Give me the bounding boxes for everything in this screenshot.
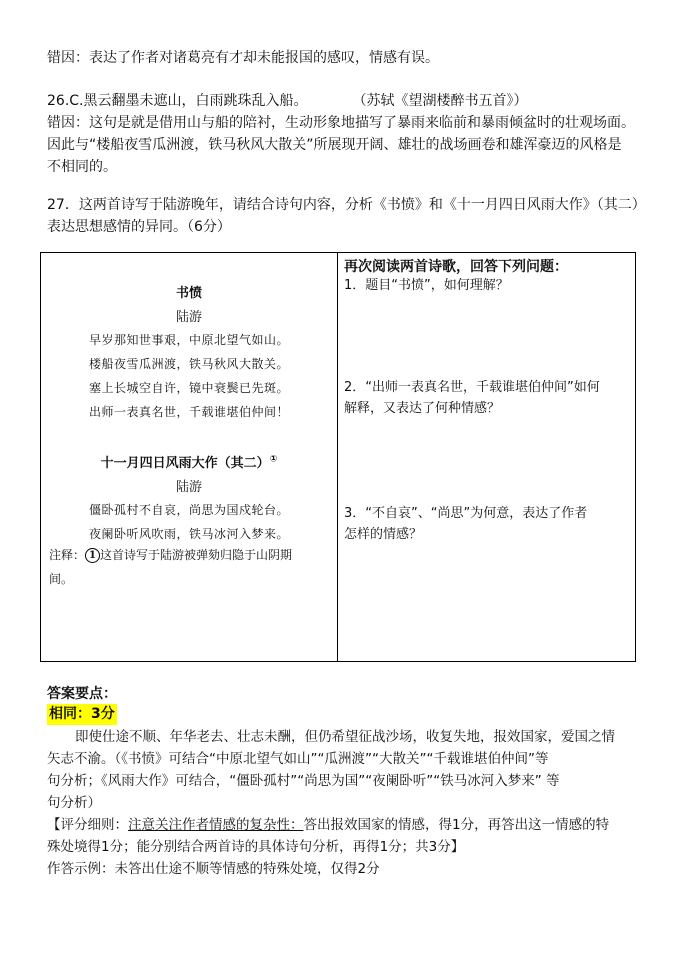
- rubric-text: 答出报效国家的情感，得1分，再答出这一情感的特: [303, 817, 610, 833]
- question-3-line-2: 怎样的情感？: [344, 527, 423, 542]
- q26-reason-line-2: 因此与“楼船夜雪瓜洲渡，铁马秋风大散关”所展现开阔、雄壮的战场画卷和雄浑豪迈的风格是: [47, 137, 622, 153]
- rubric-line-1: [47, 814, 647, 837]
- q26-reason-line-3: 不相同的。: [47, 159, 117, 175]
- question-1: 1．题目“书愤”，如何理解？: [344, 278, 509, 293]
- answer-example: 作答示例：未答出仕途不顺等情感的特殊处境，仅得2分: [47, 861, 380, 877]
- poem1-line-4: 出师一表真名世，千载谁堪伯仲间！: [88, 405, 289, 419]
- note-label: 注释：: [49, 548, 86, 562]
- poem1-line-3: 塞上长城空自许，镜中衰鬓已先斑。: [88, 381, 289, 395]
- question-2-line-1: 2．“出师一表真名世，千载谁堪伯仲间”如何: [344, 380, 600, 395]
- poem1-title: 书愤: [175, 286, 202, 301]
- answer-heading: 答案要点：: [47, 686, 117, 702]
- q26-verse: 26.C.黑云翻墨未遮山，白雨跳珠乱入船。: [47, 93, 308, 109]
- q26-reason-line-1: 错因：这句是就是借用山与船的陪衬，生动形象地描写了暴雨来临前和暴雨倾盆时的壮观场面。: [47, 115, 635, 131]
- poem2-title: 十一月四日风雨大作（其二）: [100, 456, 270, 471]
- q26-answer-line: [47, 90, 653, 113]
- poem2-author: 陆游: [175, 480, 202, 495]
- rubric-prefix: 【评分细则：: [47, 817, 128, 833]
- answer-para-line-3: 句分析；《风雨大作》可结合，“僵卧孤村”“尚思为国”“夜阑卧听”“铁马冰河入梦来” 等: [47, 773, 560, 789]
- question-2-line-2: 解释，又表达了何种情感？: [344, 401, 501, 416]
- poem2-line-1: 僵卧孤村不自哀，尚思为国戍轮台。: [88, 503, 289, 517]
- note-text-1: 这首诗写于陆游被弹劾归隐于山阴期: [100, 548, 293, 562]
- question-3: [344, 503, 628, 545]
- footnote-marker: ①: [269, 454, 278, 465]
- rubric-underlined: 注意关注作者情感的复杂性：: [128, 817, 304, 833]
- q26-source: （苏轼《望湖楼醉书五首》）: [359, 93, 528, 109]
- poem1-line-2: 楼船夜雪瓜洲渡，铁马秋风大散关。: [88, 357, 289, 371]
- note-text-2: 间。: [49, 572, 74, 586]
- answer-para-line-2: 矢志不渝。（《书愤》可结合“中原北望气如山”“瓜洲渡”“大散关”“千载谁堪伯仲间”等: [47, 751, 549, 767]
- question-3-line-1: 3．“不自哀”、“尚思”为何意，表达了作者: [344, 506, 588, 521]
- poem2-line-2: 夜阑卧听风吹雨，铁马冰河入梦来。: [88, 527, 289, 541]
- rubric-line-2: 殊处境得1分；能分别结合两首诗的具体诗句分析，再得1分；共3分】: [47, 839, 465, 855]
- error-reason-25: 错因：表达了作者对诸葛亮有才却未能报国的感叹，情感有误。: [47, 50, 439, 66]
- same-score-highlight: 相同：3分: [47, 704, 117, 725]
- questions-heading: 再次阅读两首诗歌，回答下列问题：: [344, 259, 568, 275]
- questions-cell: [338, 253, 636, 662]
- question-2: [344, 377, 628, 419]
- poem-cell: [41, 253, 338, 662]
- q27-prompt-line-1: 27．这两首诗写于陆游晚年，请结合诗句内容，分析《书愤》和《十一月四日风雨大作》（其二）: [47, 197, 646, 213]
- q27-prompt-line-2: 表达思想感情的异同。（6分）: [47, 219, 231, 235]
- answer-para-line-4: 句分析）: [47, 795, 101, 811]
- note-number-circle: 1: [85, 548, 100, 563]
- poem1-author: 陆游: [175, 310, 202, 325]
- answer-para-line-1: 即使仕途不顺、年华老去、壮志未酬，但仍希望征战沙场，收复失地，报效国家，爱国之情: [75, 729, 615, 745]
- poem2-title-row: [41, 452, 337, 471]
- poem2-footnote: [49, 543, 331, 591]
- poem-question-table: [40, 252, 636, 662]
- poem1-line-1: 早岁那知世事艰，中原北望气如山。: [88, 333, 289, 347]
